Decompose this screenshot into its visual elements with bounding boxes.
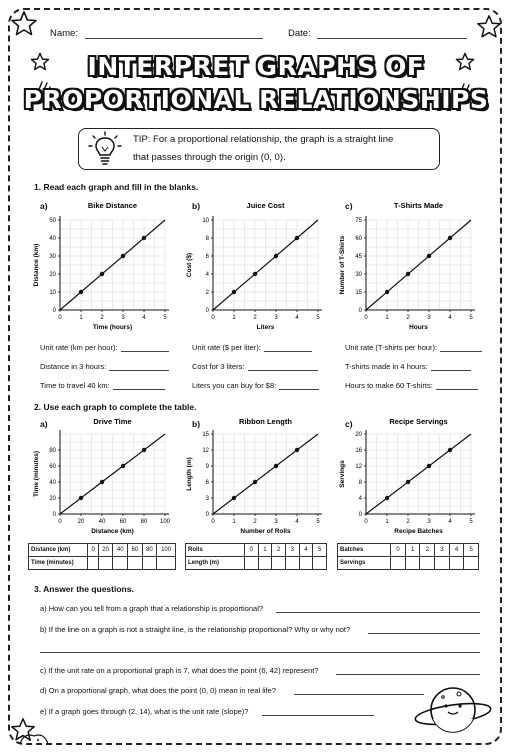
x-tick-label: 5 xyxy=(469,315,473,321)
data-point xyxy=(406,480,410,484)
question-c: c) If the unit rate on a proportional graph is 7, what does the point (6, 42) represent? xyxy=(40,666,319,675)
data-point xyxy=(253,272,257,276)
y-tick-label: 3 xyxy=(205,496,209,502)
table-blank-cell[interactable] xyxy=(88,557,98,570)
table-blank-cell[interactable] xyxy=(272,557,286,570)
data-point xyxy=(427,254,431,258)
data-point xyxy=(385,290,389,294)
y-tick-label: 50 xyxy=(49,218,56,224)
x-axis-label: Recipe Batches xyxy=(394,528,443,535)
y-axis-label: Cost ($) xyxy=(186,252,193,278)
x-tick-label: 2 xyxy=(253,315,257,321)
answer-blank[interactable]: T-shirts made in 4 hours: xyxy=(345,362,471,371)
x-axis-label: Number of Rolls xyxy=(240,528,291,535)
drive-time-table: Distance (km) 0 20 40 60 80 100 Time (minutes) xyxy=(28,543,176,570)
y-tick-label: 4 xyxy=(358,496,362,502)
answer-blank[interactable]: Liters you can buy for $8: xyxy=(192,381,319,390)
answer-line[interactable] xyxy=(294,694,424,695)
data-point xyxy=(232,496,236,500)
table-blank-cell[interactable] xyxy=(464,557,479,570)
x-tick-label: 2 xyxy=(406,315,410,321)
tip-text-line2: that passes through the origin (0, 0). xyxy=(133,152,286,163)
tip-text-line1: TIP: For a proportional relationship, the graph is a straight line xyxy=(133,134,394,145)
y-tick-label: 20 xyxy=(49,496,56,502)
data-point xyxy=(79,496,83,500)
date-label: Date: xyxy=(288,28,311,39)
x-axis-label: Liters xyxy=(256,324,275,331)
x-tick-label: 5 xyxy=(469,519,473,525)
planet-icon xyxy=(413,678,493,738)
data-point xyxy=(406,272,410,276)
data-point xyxy=(274,254,278,258)
date-field[interactable] xyxy=(288,28,467,39)
x-tick-label: 3 xyxy=(427,315,431,321)
x-tick-label: 4 xyxy=(448,315,452,321)
bike-distance-chart xyxy=(30,198,180,340)
y-tick-label: 10 xyxy=(49,290,56,296)
data-point xyxy=(142,448,146,452)
y-tick-label: 20 xyxy=(355,432,362,438)
x-tick-label: 1 xyxy=(79,315,83,321)
x-axis-label: Time (hours) xyxy=(92,324,133,331)
x-tick-label: 4 xyxy=(295,519,299,525)
x-tick-label: 80 xyxy=(140,519,148,525)
x-tick-label: 20 xyxy=(77,519,85,525)
y-axis-label: Servings xyxy=(339,460,346,488)
page-title-line2: PROPORTIONAL RELATIONSHIPS xyxy=(23,85,489,114)
answer-blank[interactable]: Hours to make 60 T-shirts: xyxy=(345,381,478,390)
table-blank-cell[interactable] xyxy=(113,557,128,570)
table-blank-cell[interactable] xyxy=(405,557,420,570)
smiley-icon xyxy=(14,730,54,746)
table-blank-cell[interactable] xyxy=(258,557,272,570)
juice-cost-chart xyxy=(183,198,333,340)
x-tick-label: 1 xyxy=(232,315,236,321)
recipe-servings-table: Batches 0 1 2 3 4 5 Servings xyxy=(337,543,479,570)
y-tick-label: 15 xyxy=(355,290,362,296)
y-axis-label: Number of T-Shirts xyxy=(339,235,346,295)
y-tick-label: 6 xyxy=(205,254,209,260)
y-tick-label: 12 xyxy=(355,464,362,470)
x-tick-label: 1 xyxy=(385,519,389,525)
answer-blank[interactable]: Cost for 3 liters: xyxy=(192,362,318,371)
table-blank-cell[interactable] xyxy=(285,557,299,570)
data-point xyxy=(427,464,431,468)
graph-letter-b: b) xyxy=(192,419,201,429)
question-e: e) If a graph goes through (2, 14), what is the unit rate (slope)? xyxy=(40,707,249,716)
y-tick-label: 75 xyxy=(355,218,362,224)
data-point xyxy=(79,290,83,294)
data-point xyxy=(121,464,125,468)
answer-line[interactable] xyxy=(276,612,480,613)
y-tick-label: 0 xyxy=(205,512,209,518)
x-tick-label: 2 xyxy=(100,315,104,321)
page-title-line1: INTERPRET GRAPHS OF xyxy=(87,52,425,81)
page-border xyxy=(8,8,502,745)
data-point xyxy=(253,480,257,484)
x-tick-label: 4 xyxy=(295,315,299,321)
section1-heading: 1. Read each graph and fill in the blanks. xyxy=(34,182,199,192)
name-label: Name: xyxy=(50,28,78,39)
drive-time-chart xyxy=(30,414,180,540)
y-tick-label: 15 xyxy=(202,432,209,438)
x-tick-label: 3 xyxy=(274,315,278,321)
x-axis-label: Distance (km) xyxy=(91,528,134,535)
answer-blank[interactable]: Distance in 3 hours: xyxy=(40,362,169,371)
table-blank-cell[interactable] xyxy=(420,557,435,570)
ribbon-length-chart xyxy=(183,414,333,540)
data-point xyxy=(295,236,299,240)
graph-letter-b: b) xyxy=(192,201,201,211)
y-tick-label: 40 xyxy=(49,236,56,242)
data-point xyxy=(448,448,452,452)
y-axis-label: Time (minutes) xyxy=(33,450,40,498)
y-tick-label: 0 xyxy=(358,308,362,314)
x-tick-label: 1 xyxy=(232,519,236,525)
y-tick-label: 0 xyxy=(52,512,56,518)
y-tick-label: 2 xyxy=(205,290,209,296)
x-tick-label: 60 xyxy=(119,519,127,525)
y-tick-label: 0 xyxy=(358,512,362,518)
answer-line[interactable] xyxy=(262,715,374,716)
x-tick-label: 5 xyxy=(316,519,320,525)
answer-line[interactable] xyxy=(336,674,480,675)
x-tick-label: 0 xyxy=(211,315,215,321)
table-blank-cell[interactable] xyxy=(435,557,450,570)
x-tick-label: 40 xyxy=(98,519,106,525)
y-tick-label: 10 xyxy=(202,218,209,224)
y-tick-label: 60 xyxy=(355,236,362,242)
y-tick-label: 80 xyxy=(49,448,56,454)
answer-blank[interactable]: Unit rate (km per hour): xyxy=(40,343,169,352)
x-tick-label: 4 xyxy=(448,519,452,525)
ribbon-length-table: Rolls 0 1 2 3 4 5 Length (m) xyxy=(185,543,327,570)
data-point xyxy=(385,496,389,500)
x-tick-label: 0 xyxy=(364,315,368,321)
name-field[interactable] xyxy=(50,28,263,39)
x-tick-label: 4 xyxy=(142,315,146,321)
y-tick-label: 60 xyxy=(49,464,56,470)
table-blank-cell[interactable] xyxy=(299,557,313,570)
section2-heading: 2. Use each graph to complete the table. xyxy=(34,402,197,412)
data-point xyxy=(142,236,146,240)
graph-letter-c: c) xyxy=(345,419,353,429)
y-tick-label: 6 xyxy=(205,480,209,486)
table-blank-cell[interactable] xyxy=(391,557,406,570)
star-icon xyxy=(10,10,38,38)
answer-line[interactable] xyxy=(40,652,480,653)
chart-title: Juice Cost xyxy=(246,201,285,210)
x-tick-label: 0 xyxy=(58,519,62,525)
answer-blank[interactable]: Time to travel 40 km: xyxy=(40,381,165,390)
y-tick-label: 30 xyxy=(49,254,56,260)
chart-title: Ribbon Length xyxy=(239,417,292,426)
chart-title: T-Shirts Made xyxy=(393,201,444,210)
y-tick-label: 4 xyxy=(205,272,209,278)
x-tick-label: 100 xyxy=(159,519,171,525)
table-blank-cell[interactable] xyxy=(449,557,464,570)
data-point xyxy=(100,480,104,484)
table-blank-cell[interactable] xyxy=(157,557,176,570)
x-tick-label: 2 xyxy=(406,519,410,525)
question-d: d) On a proportional graph, what does the point (0, 0) mean in real life? xyxy=(40,686,276,695)
graph-letter-a: a) xyxy=(40,419,48,429)
x-tick-label: 3 xyxy=(121,315,125,321)
data-point xyxy=(100,272,104,276)
graph-letter-a: a) xyxy=(40,201,48,211)
table-blank-cell[interactable] xyxy=(128,557,143,570)
y-tick-label: 30 xyxy=(355,272,362,278)
table-blank-cell[interactable] xyxy=(98,557,113,570)
table-blank-cell[interactable] xyxy=(313,557,327,570)
table-blank-cell[interactable] xyxy=(244,557,258,570)
y-tick-label: 45 xyxy=(355,254,362,260)
y-tick-label: 20 xyxy=(49,272,56,278)
y-tick-label: 12 xyxy=(202,448,209,454)
recipe-servings-chart xyxy=(336,414,486,540)
x-tick-label: 0 xyxy=(211,519,215,525)
x-tick-label: 3 xyxy=(274,519,278,525)
y-axis-label: Length (m) xyxy=(186,457,193,491)
data-point xyxy=(274,464,278,468)
x-axis-label: Hours xyxy=(409,324,428,331)
tshirts-made-chart xyxy=(336,198,486,340)
y-tick-label: 8 xyxy=(205,236,209,242)
answer-blank[interactable]: Unit rate (T-shirts per hour): xyxy=(345,343,482,352)
question-a: a) How can you tell from a graph that a relationship is proportional? xyxy=(40,604,264,613)
y-tick-label: 9 xyxy=(205,464,209,470)
section3-heading: 3. Answer the questions. xyxy=(34,584,134,594)
y-tick-label: 0 xyxy=(205,308,209,314)
chart-title: Drive Time xyxy=(93,417,132,426)
graph-letter-c: c) xyxy=(345,201,353,211)
x-tick-label: 5 xyxy=(316,315,320,321)
data-point xyxy=(448,236,452,240)
star-icon xyxy=(476,14,502,40)
y-tick-label: 8 xyxy=(358,480,362,486)
x-tick-label: 5 xyxy=(163,315,167,321)
table-blank-cell[interactable] xyxy=(142,557,157,570)
question-b: b) If the line on a graph is not a straight line, is the relationship proportional? Why or why not? xyxy=(40,625,351,634)
x-tick-label: 0 xyxy=(58,315,62,321)
data-point xyxy=(295,448,299,452)
x-tick-label: 1 xyxy=(385,315,389,321)
data-point xyxy=(121,254,125,258)
answer-line[interactable] xyxy=(368,633,480,634)
x-tick-label: 0 xyxy=(364,519,368,525)
y-tick-label: 40 xyxy=(49,480,56,486)
answer-blank[interactable]: Unit rate ($ per liter): xyxy=(192,343,312,352)
y-tick-label: 16 xyxy=(355,448,362,454)
y-axis-label: Distance (km) xyxy=(33,243,40,287)
x-tick-label: 2 xyxy=(253,519,257,525)
x-tick-label: 3 xyxy=(427,519,431,525)
y-tick-label: 0 xyxy=(52,308,56,314)
data-point xyxy=(232,290,236,294)
chart-title: Recipe Servings xyxy=(389,417,448,426)
chart-title: Bike Distance xyxy=(87,201,138,210)
